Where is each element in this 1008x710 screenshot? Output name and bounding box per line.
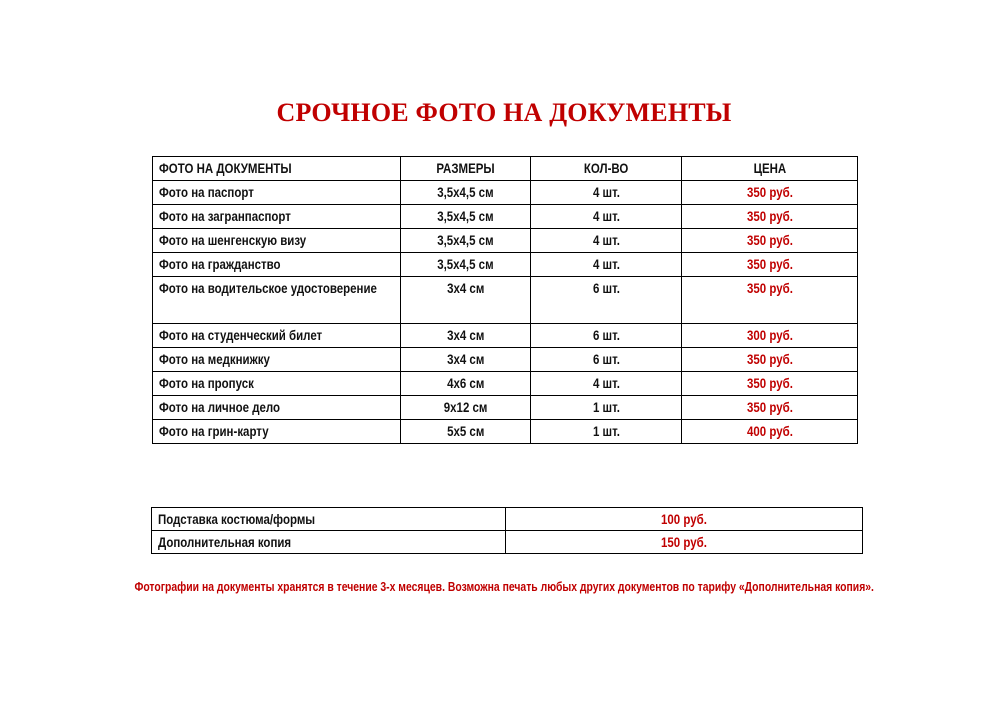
price-table xyxy=(152,156,858,444)
row-size: 5х5 см xyxy=(401,420,531,444)
row-price: 350 руб. xyxy=(682,205,858,229)
row-name: Фото на студенческий билет xyxy=(153,324,401,348)
header-document: ФОТО НА ДОКУМЕНТЫ xyxy=(153,157,401,181)
header-qty: КОЛ-ВО xyxy=(531,157,682,181)
row-qty: 4 шт. xyxy=(531,253,682,277)
row-name: Фото на загранпаспорт xyxy=(153,205,401,229)
extra-name: Подставка костюма/формы xyxy=(152,508,506,531)
footer-note: Фотографии на документы хранятся в течение 3-х месяцев. Возможна печать любых других документов по тарифу «Дополнительная копия». xyxy=(134,579,874,594)
table-row xyxy=(153,372,858,396)
table-header-row xyxy=(153,157,858,181)
row-qty: 1 шт. xyxy=(531,420,682,444)
row-qty: 1 шт. xyxy=(531,396,682,420)
row-name: Фото на гражданство xyxy=(153,253,401,277)
row-price: 350 руб. xyxy=(682,277,858,324)
table-row xyxy=(153,396,858,420)
extra-services-table xyxy=(151,507,863,554)
row-size: 3,5х4,5 см xyxy=(401,205,531,229)
table-row xyxy=(153,324,858,348)
row-name: Фото на водительское удостоверение xyxy=(153,277,401,324)
row-qty: 6 шт. xyxy=(531,348,682,372)
page-title: СРОЧНОЕ ФОТО НА ДОКУМЕНТЫ xyxy=(276,98,732,127)
row-size: 3,5х4,5 см xyxy=(401,181,531,205)
row-name: Фото на шенгенскую визу xyxy=(153,229,401,253)
extra-name: Дополнительная копия xyxy=(152,531,506,554)
row-name: Фото на пропуск xyxy=(153,372,401,396)
table-row xyxy=(153,205,858,229)
row-name: Фото на личное дело xyxy=(153,396,401,420)
row-price: 350 руб. xyxy=(682,181,858,205)
row-size: 3,5х4,5 см xyxy=(401,253,531,277)
table-row xyxy=(153,348,858,372)
row-qty: 4 шт. xyxy=(531,181,682,205)
table-row xyxy=(153,277,858,324)
table-row xyxy=(153,253,858,277)
row-price: 350 руб. xyxy=(682,253,858,277)
row-size: 3х4 см xyxy=(401,277,531,324)
row-size: 3х4 см xyxy=(401,348,531,372)
row-size: 3,5х4,5 см xyxy=(401,229,531,253)
row-size: 4х6 см xyxy=(401,372,531,396)
header-size: РАЗМЕРЫ xyxy=(401,157,531,181)
extra-price: 150 руб. xyxy=(506,531,863,554)
header-price: ЦЕНА xyxy=(682,157,858,181)
table-row xyxy=(152,531,863,554)
row-price: 350 руб. xyxy=(682,348,858,372)
row-name: Фото на паспорт xyxy=(153,181,401,205)
row-qty: 6 шт. xyxy=(531,277,682,324)
table-row xyxy=(153,229,858,253)
row-price: 400 руб. xyxy=(682,420,858,444)
row-qty: 4 шт. xyxy=(531,372,682,396)
row-qty: 4 шт. xyxy=(531,229,682,253)
extra-price: 100 руб. xyxy=(506,508,863,531)
row-name: Фото на медкнижку xyxy=(153,348,401,372)
row-qty: 4 шт. xyxy=(531,205,682,229)
table-row xyxy=(152,508,863,531)
row-price: 350 руб. xyxy=(682,396,858,420)
row-size: 9х12 см xyxy=(401,396,531,420)
row-qty: 6 шт. xyxy=(531,324,682,348)
row-price: 300 руб. xyxy=(682,324,858,348)
row-size: 3х4 см xyxy=(401,324,531,348)
table-row xyxy=(153,420,858,444)
row-name: Фото на грин-карту xyxy=(153,420,401,444)
row-price: 350 руб. xyxy=(682,372,858,396)
row-price: 350 руб. xyxy=(682,229,858,253)
table-row xyxy=(153,181,858,205)
